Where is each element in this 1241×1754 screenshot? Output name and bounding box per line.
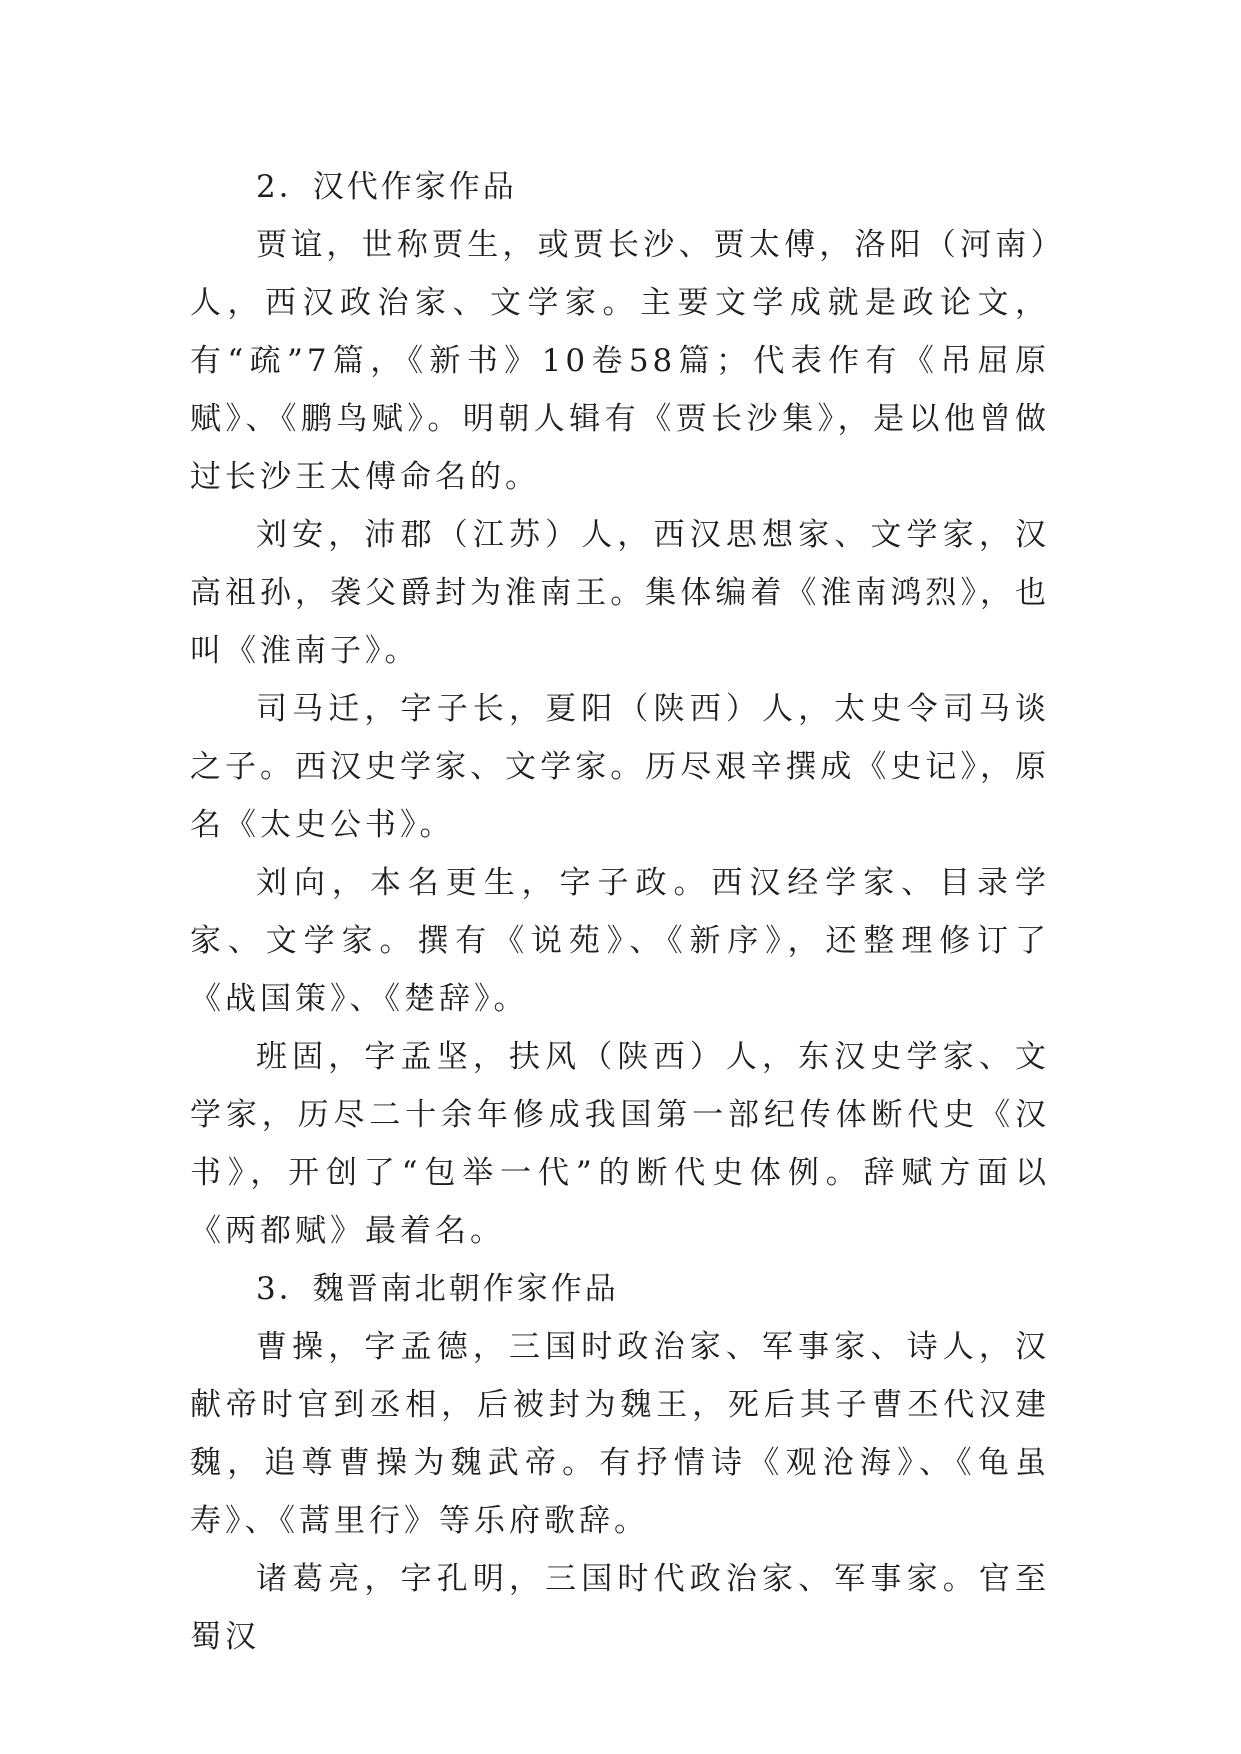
paragraph-cao-cao: 曹操，字孟德，三国时政治家、军事家、诗人，汉献帝时官到丞相，后被封为魏王，死后其子曹丕代汉建魏，追尊曹操为魏武帝。有抒情诗《观沧海》、《龟虽寿》、《蒿里行》等乐府歌辞。	[190, 1329, 1050, 1539]
paragraph-zhuge-liang: 诸葛亮，字孔明，三国时代政治家、军事家。官至蜀汉	[190, 1561, 1050, 1655]
paragraph-jia-yi: 贾谊，世称贾生，或贾长沙、贾太傅，洛阳（河南）人，西汉政治家、文学家。主要文学成就是政论文，有“疏”7篇，《新书》10卷58篇；代表作有《吊屈原赋》、《鹏鸟赋》。明朝人辑有《贾长沙集》，是以他曾做过长沙王太傅命名的。	[190, 227, 1050, 495]
paragraph-liu-xiang: 刘向，本名更生，字子政。西汉经学家、目录学家、文学家。撰有《说苑》、《新序》，还整理修订了《战国策》、《楚辞》。	[190, 865, 1050, 1017]
paragraph-sima-qian: 司马迁，字子长，夏阳（陕西）人，太史令司马谈之子。西汉史学家、文学家。历尽艰辛撰成《史记》，原名《太史公书》。	[190, 691, 1050, 843]
section-heading-han: 2．汉代作家作品	[256, 169, 517, 205]
paragraph-ban-gu: 班固，字孟坚，扶风（陕西）人，东汉史学家、文学家，历尽二十余年修成我国第一部纪传体断代史《汉书》，开创了“包举一代”的断代史体例。辞赋方面以《两都赋》最着名。	[190, 1039, 1050, 1249]
document-body	[190, 158, 1050, 1666]
paragraph-liu-an: 刘安，沛郡（江苏）人，西汉思想家、文学家，汉高祖孙，袭父爵封为淮南王。集体编着《淮南鸿烈》，也叫《淮南子》。	[190, 517, 1050, 669]
section-heading-wei-jin: 3．魏晋南北朝作家作品	[256, 1271, 619, 1307]
